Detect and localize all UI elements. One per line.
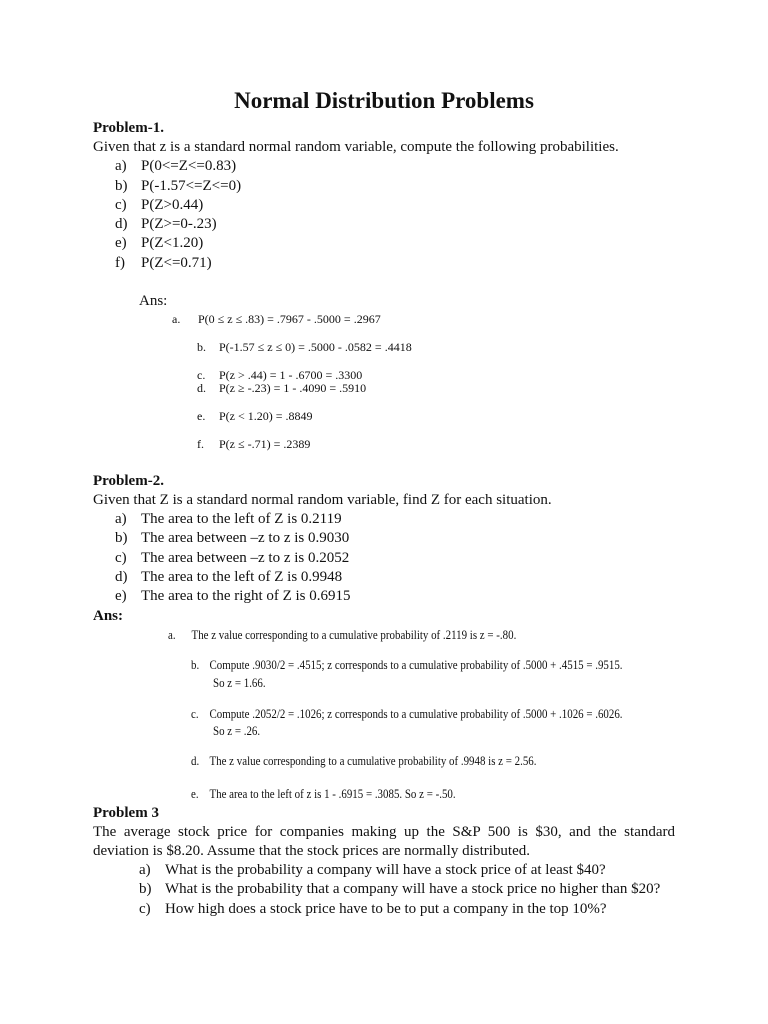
item-text: What is the probability that a company will have a stock price no higher than $20? [165, 881, 661, 897]
item-text: P(-1.57<=Z<=0) [141, 178, 242, 194]
item-text: The area to the left of Z is 0.2119 [141, 511, 342, 527]
answer-label: e. [191, 786, 199, 801]
answer-text: Compute .9030/2 = .4515; z corresponds to a cumulative probability of .5000 + .4515 = .9515. [209, 657, 623, 672]
answer-label: c. [197, 368, 206, 382]
problem-2-ans-label: Ans: [93, 608, 124, 624]
problem-1-ans-label: Ans: [139, 293, 168, 309]
item-text: P(0<=Z<=0.83) [141, 158, 237, 174]
item-label: b) [115, 530, 128, 546]
item-text: The area between –z to z is 0.2052 [141, 550, 350, 566]
p1-answer-f [197, 437, 310, 452]
p1-item-d [115, 216, 217, 233]
p3-item-a [139, 862, 606, 879]
answer-text: The z value corresponding to a cumulative probability of .9948 is z = 2.56. [209, 753, 537, 768]
answer-text: P(z < 1.20) = .8849 [219, 409, 313, 423]
item-label: f) [115, 255, 125, 271]
p3-item-b [139, 881, 660, 898]
answer-label: c. [191, 706, 199, 721]
problem-3-intro-line-1: The average stock price for companies making up the S&P 500 is $30, and the standard [93, 824, 675, 840]
problem-2-heading: Problem-2. [93, 473, 164, 489]
p1-item-c [115, 197, 203, 214]
item-text: P(Z>0.44) [141, 197, 204, 213]
item-label: b) [115, 178, 128, 194]
item-label: d) [115, 569, 128, 585]
item-text: The area between –z to z is 0.9030 [141, 530, 350, 546]
problem-3-heading: Problem 3 [93, 805, 159, 821]
answer-label: f. [197, 437, 204, 451]
p2-item-c [115, 550, 349, 567]
item-label: a) [115, 158, 127, 174]
page-title: Normal Distribution Problems [234, 88, 534, 113]
answer-text: The z value corresponding to a cumulative probability of .2119 is z = -.80. [191, 627, 517, 642]
p1-item-b [115, 178, 241, 195]
item-text: P(Z<1.20) [141, 235, 204, 251]
answer-text: P(z > .44) = 1 - .6700 = .3300 [219, 368, 363, 382]
p1-answer-d [197, 381, 366, 396]
p2-item-b [115, 530, 349, 547]
item-label: c) [139, 901, 151, 917]
answer-label: e. [197, 409, 206, 423]
answer-text: P(0 ≤ z ≤ .83) = .7967 - .5000 = .2967 [198, 312, 381, 326]
p2-answer-d [191, 753, 536, 769]
answer-text: P(-1.57 ≤ z ≤ 0) = .5000 - .0582 = .4418 [219, 340, 412, 354]
item-text: What is the probability a company will have a stock price of at least $40? [165, 862, 606, 878]
p2-item-d [115, 569, 342, 586]
p2-answer-b [191, 657, 623, 673]
item-label: c) [115, 550, 127, 566]
p1-answer-e [197, 409, 313, 424]
problem-1-heading: Problem-1. [93, 120, 164, 136]
answer-text: Compute .2052/2 = .1026; z corresponds to a cumulative probability of .5000 + .1026 = .6026. [209, 706, 623, 721]
p2-item-a [115, 511, 342, 528]
answer-text: The area to the left of z is 1 - .6915 = .3085. So z = -.50. [209, 786, 456, 801]
problem-2-intro: Given that Z is a standard normal random variable, find Z for each situation. [93, 492, 552, 508]
p1-item-e [115, 235, 203, 252]
item-label: b) [139, 881, 152, 897]
p1-item-a [115, 158, 236, 175]
item-text: The area to the right of Z is 0.6915 [141, 588, 351, 604]
answer-label: b. [191, 657, 200, 672]
p2-answer-b-cont: So z = 1.66. [213, 675, 266, 690]
item-label: d) [115, 216, 128, 232]
item-label: c) [115, 197, 127, 213]
item-label: a) [115, 511, 127, 527]
p2-answer-c-cont: So z = .26. [213, 723, 261, 738]
item-label: a) [139, 862, 151, 878]
item-text: P(Z>=0-.23) [141, 216, 217, 232]
p2-answer-e [191, 786, 456, 802]
p3-item-c [139, 901, 607, 918]
item-label: e) [115, 235, 127, 251]
p1-answer-b [197, 340, 412, 355]
answer-label: b. [197, 340, 206, 354]
problem-3-intro-line-2: deviation is $8.20. Assume that the stock prices are normally distributed. [93, 843, 530, 859]
problem-1-intro: Given that z is a standard normal random variable, compute the following probabilities. [93, 139, 619, 155]
answer-label: d. [197, 381, 206, 395]
answer-label: a. [168, 627, 176, 642]
item-label: e) [115, 588, 127, 604]
item-text: How high does a stock price have to be to put a company in the top 10%? [165, 901, 607, 917]
p2-answer-a [168, 627, 516, 643]
answer-text: P(z ≤ -.71) = .2389 [219, 437, 311, 451]
p2-answer-c [191, 706, 623, 722]
item-text: P(Z<=0.71) [141, 255, 212, 271]
p1-item-f [115, 255, 212, 272]
answer-text: P(z ≥ -.23) = 1 - .4090 = .5910 [219, 381, 367, 395]
p2-item-e [115, 588, 351, 605]
answer-label: a. [172, 312, 181, 326]
item-text: The area to the left of Z is 0.9948 [141, 569, 343, 585]
p1-answer-a [172, 312, 381, 327]
answer-label: d. [191, 753, 200, 768]
